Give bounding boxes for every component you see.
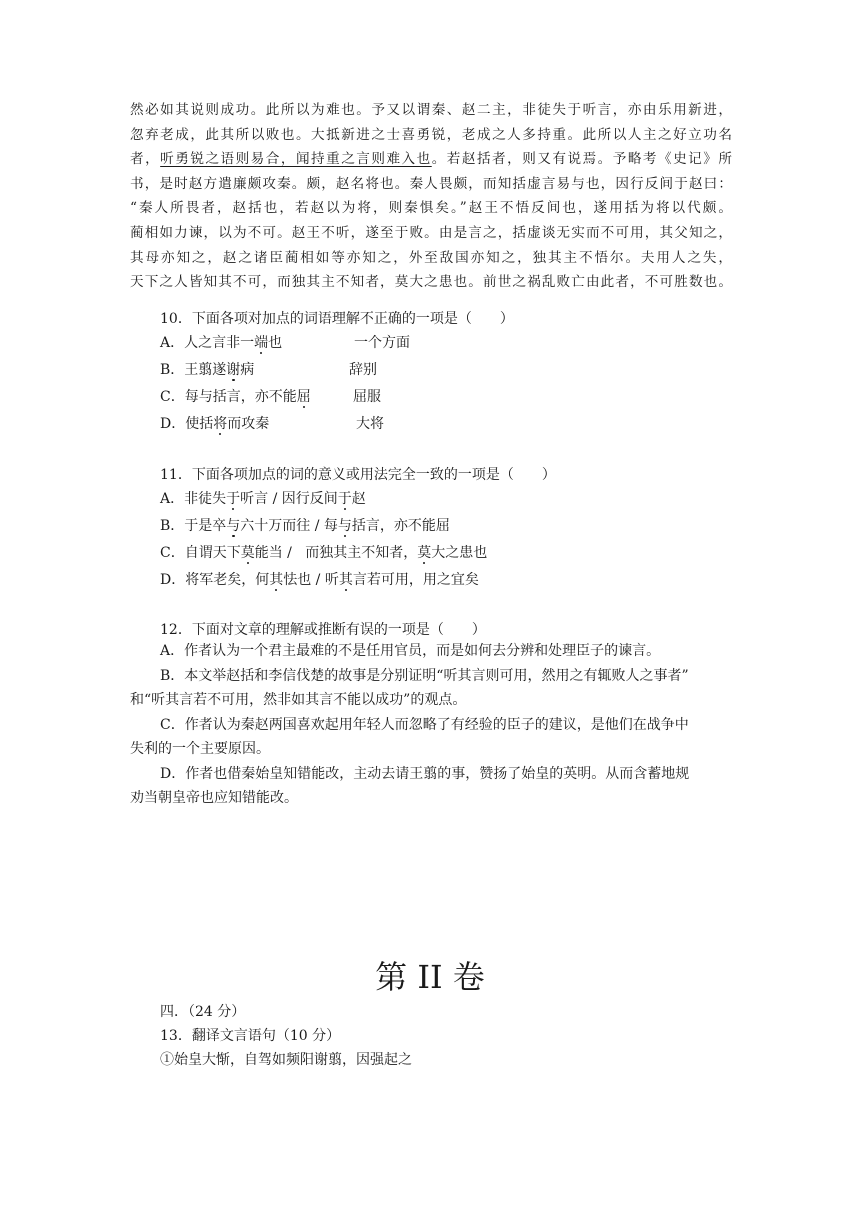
passage-line: 其母亦知之，赵之诸臣蔺相如等亦知之，外至敌国亦知之，独其主不悟尔。夫用人之失， (130, 249, 732, 266)
q12-option-b: B．本文举赵括和李信伐楚的故事是分别证明“听其言则可用，然用之有辄败人之事者” (160, 667, 689, 684)
classical-passage (130, 98, 732, 295)
passage-line: 蔺相如力谏，以为不可。赵王不听，遂至于败。由是言之，括虚谈无实而不可用，其父知之， (130, 224, 732, 241)
q11-option-a: A．非徒失于听言 / 因行反间于赵 (160, 491, 366, 507)
dotted-char: 端 (254, 335, 269, 351)
volume-title: 第 II 卷 (375, 958, 485, 996)
passage-line: “秦人所畏者，赵括也，若赵以为将，则秦惧矣。”赵王不悟反间也，遂用括为将以代颇。 (130, 200, 732, 217)
q11-option-d: D．将军老矣，何其怯也 / 听其言若可用，用之宜矣 (160, 572, 479, 588)
q12-option-c: C．作者认为秦赵两国喜欢起用年轻人而忽略了有经验的臣子的建议，是他们在战争中 (160, 716, 689, 733)
dotted-char: 莫 (417, 545, 432, 561)
q12-option-a: A．作者认为一个君主最难的不是任用官员，而是如何去分辨和处理臣子的谏言。 (160, 643, 661, 659)
dotted-char: 与 (226, 518, 241, 534)
q12-option-c-cont: 失利的一个主要原因。 (130, 741, 270, 757)
q12-option-d-cont: 劝当朝皇帝也应知错能改。 (130, 790, 298, 806)
question-12-stem: 12．下面对文章的理解或推断有误的一项是（ ） (160, 622, 486, 638)
q12-options (130, 639, 732, 811)
q10-option-c-meaning: 屈服 (353, 389, 381, 405)
dotted-char: 与 (337, 518, 352, 534)
passage-line: 忽弃老成，此其所以败也。大抵新进之士喜勇锐，老成之人多持重。此所以人主之好立功名 (130, 126, 732, 143)
q10-option-b: B．王翦遂谢病 (160, 362, 255, 378)
q11-option-b: B．于是卒与六十万而往 / 每与括言，亦不能屈 (160, 518, 450, 534)
dotted-char: 谢 (226, 362, 241, 378)
passage-line: 者，听勇锐之语则易合，闻持重之言则难入也。若赵括者，则又有说焉。予略考《史记》所 (130, 151, 732, 168)
passage-line: 然必如其说则成功。此所以为难也。予又以谓秦、赵二主，非徒失于听言，亦由乐用新进， (130, 102, 732, 118)
underlined-sentence: 听勇锐之语则易合，闻持重之言则难入也 (160, 151, 432, 168)
dotted-char: 于 (226, 491, 241, 507)
dotted-char: 莫 (240, 545, 255, 561)
dotted-char: 屈 (296, 389, 311, 405)
section-heading: 四．（24 分） (160, 1004, 246, 1020)
question-13-stem: 13．翻译文言语句（10 分） (160, 1028, 341, 1044)
dotted-char: 其 (338, 572, 353, 588)
dotted-char: 将 (213, 416, 228, 432)
q10-option-a-meaning: 一个方面 (354, 335, 410, 351)
passage-line: 书，是时赵方遣廉颇攻秦。颇，赵名将也。秦人畏颇，而知括虚言易与也，因行反间于赵曰： (130, 175, 732, 192)
q10-option-a: A．人之言非一端也 (160, 335, 283, 351)
question-13-item-1: ①始皇大惭，自驾如频阳谢翦，因强起之 (160, 1052, 412, 1068)
q12-option-d: D．作者也借秦始皇知错能改，主动去请王翦的事，赞扬了始皇的英明。从而含蓄地规 (160, 765, 690, 782)
q11-option-c: C．自谓天下莫能当 / 而独其主不知者，莫大之患也 (160, 545, 488, 561)
passage-line: 天下之人皆知其不可，而独其主不知者，莫大之患也。前世之祸乱败亡由此者，不可胜数也。 (130, 274, 732, 291)
q12-option-b-cont: 和“听其言若不可用，然非如其言不能以成功”的观点。 (130, 692, 467, 708)
q10-option-d-meaning: 大将 (356, 416, 384, 432)
dotted-char: 其 (269, 572, 284, 588)
q10-option-c: C．每与括言，亦不能屈 (160, 389, 311, 405)
q10-option-d: D．使括将而攻秦 (160, 416, 270, 432)
q10-option-b-meaning: 辞别 (349, 362, 377, 378)
question-10-stem: 10．下面各项对加点的词语理解不正确的一项是（ ） (160, 311, 514, 327)
dotted-char: 于 (337, 491, 352, 507)
question-11-stem: 11．下面各项加点的词的意义或用法完全一致的一项是（ ） (160, 467, 556, 483)
